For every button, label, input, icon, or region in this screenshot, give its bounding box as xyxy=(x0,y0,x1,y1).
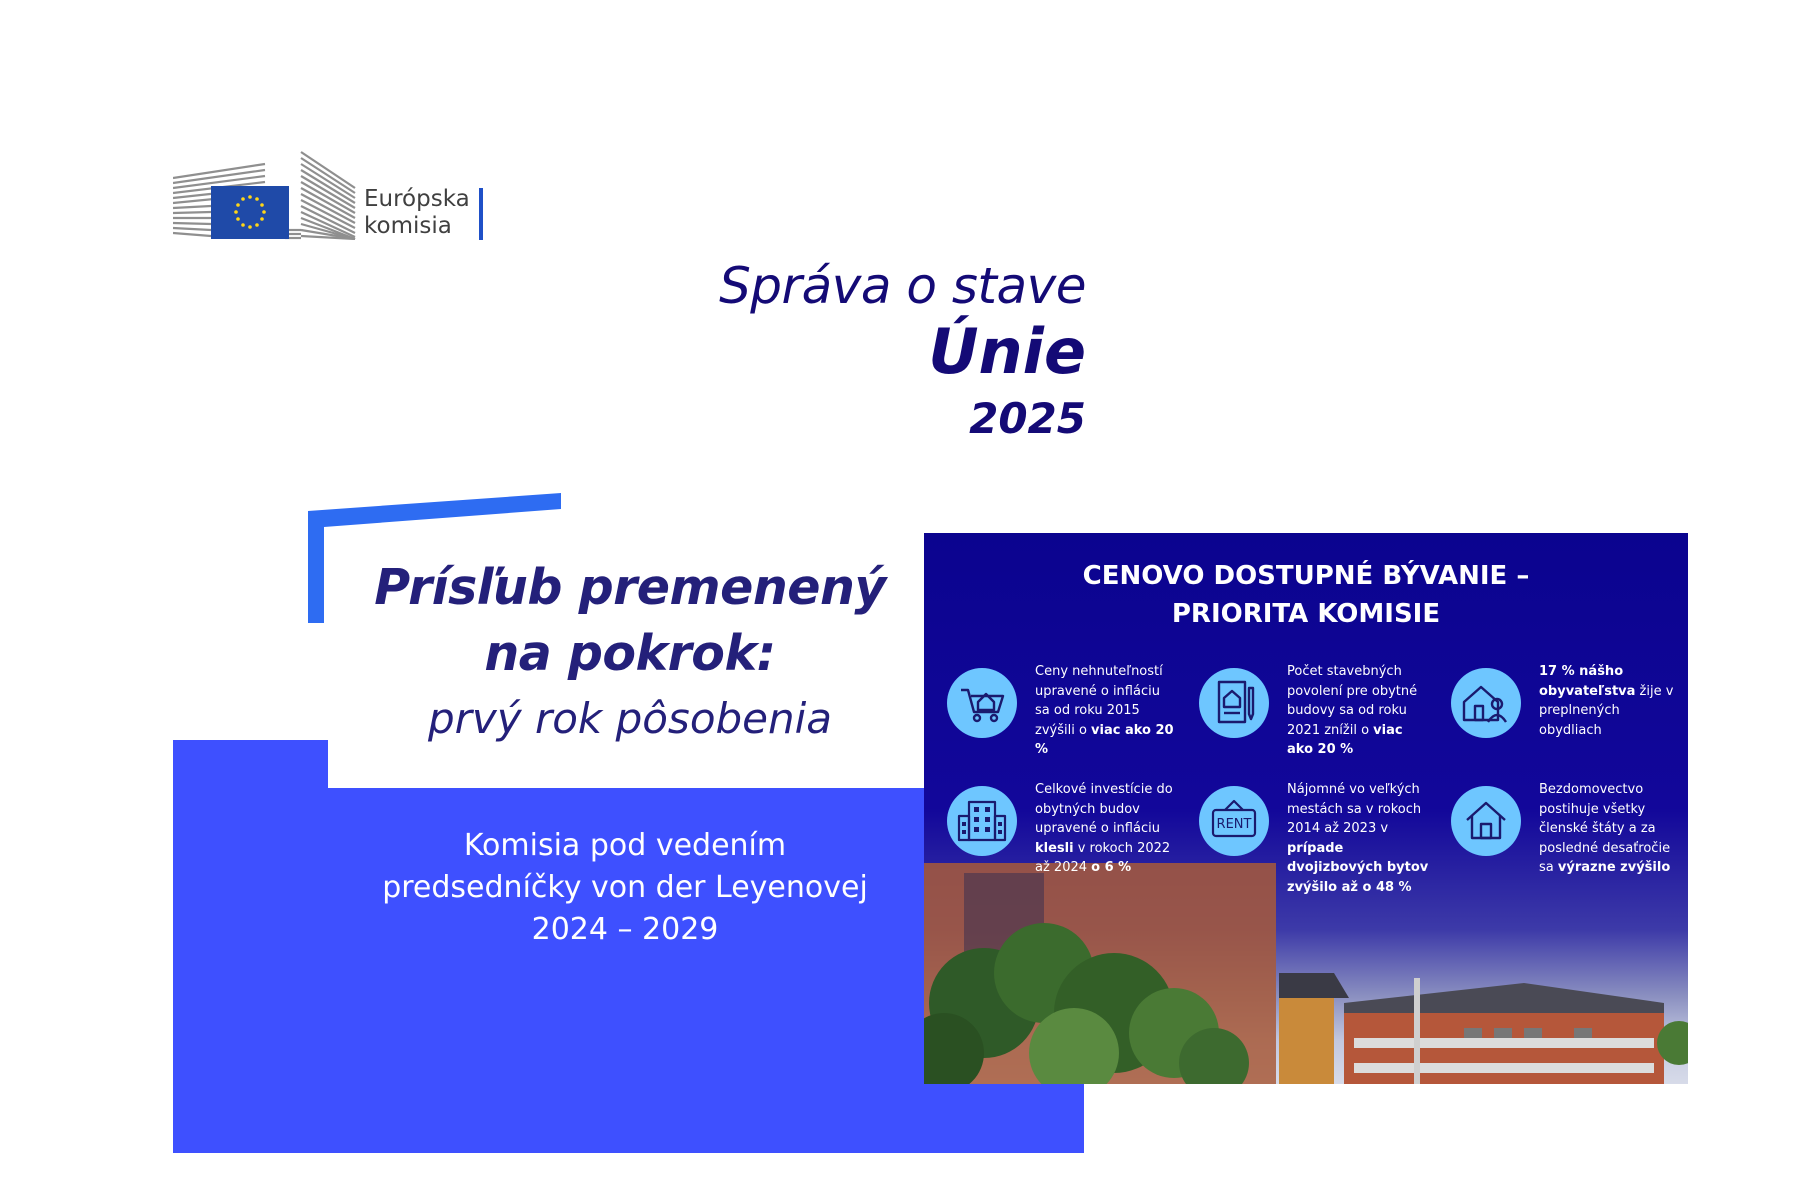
stat-overcrowding xyxy=(1428,662,1678,780)
stat-highlight: viac ako 20 % xyxy=(1035,722,1174,757)
stat-text: Nájomné vo veľkých mestách sa v rokoch 2014 až 2023 v prípade dvojizbových bytov zvýšilo až o 48 % xyxy=(1287,782,1429,895)
title-line-1: Správa o stave xyxy=(719,257,1086,315)
stat-homelessness xyxy=(1428,780,1678,898)
rent-label: RENT xyxy=(1216,817,1252,832)
building-permit-document-icon xyxy=(1199,668,1269,738)
stat-text: 17 % nášho obyvateľstva žije v preplnených obydliach xyxy=(1539,664,1674,738)
stat-rent xyxy=(1176,780,1429,898)
title-line-2: Únie xyxy=(928,315,1086,388)
subtitle-line-1: Prísľub premenený xyxy=(374,559,886,616)
house-outline-icon xyxy=(1451,786,1521,856)
report-title xyxy=(600,255,1086,447)
subtitle-line-2: na pokrok: xyxy=(484,625,776,682)
infographic-title-line-1: CENOVO DOSTUPNÉ BÝVANIE – xyxy=(1082,561,1530,591)
stat-highlight: výrazne zvýšilo xyxy=(1557,860,1671,875)
subtitle-line-3: prvý rok pôsobenia xyxy=(427,694,833,743)
apartment-building-icon xyxy=(947,786,1017,856)
rent-sign-icon xyxy=(1199,786,1269,856)
leadership-text xyxy=(360,825,890,951)
stat-building-permits xyxy=(1176,662,1426,780)
stat-text: Ceny nehnuteľností upravené o infláciu sa od roku 2015 zvýšili o viac ako 20 % xyxy=(1035,664,1174,757)
stat-text: Bezdomovectvo postihuje všetky členské štáty a za posledné desaťročie sa výrazne zvýšilo xyxy=(1539,782,1671,875)
stat-highlight: o 6 % xyxy=(1091,860,1132,875)
stat-highlight: klesli xyxy=(1035,840,1074,856)
blue-tab xyxy=(173,740,328,790)
leadership-line-1: Komisia pod vedením xyxy=(463,828,787,863)
leadership-line-2: predsedníčky von der Leyenovej xyxy=(382,870,868,905)
leadership-years: 2024 – 2029 xyxy=(531,912,719,947)
stat-highlight: prípade dvojizbových bytov zvýšilo až o 48 % xyxy=(1287,840,1429,895)
stat-highlight: viac ako 20 % xyxy=(1287,722,1403,757)
stat-text: Počet stavebných povolení pre obytné budovy sa od roku 2021 znížil o viac ako 20 % xyxy=(1287,664,1418,757)
stat-text: Celkové investície do obytných budov upravené o infláciu klesli v rokoch 2022 až 2024 o 6 % xyxy=(1035,782,1173,875)
crowded-house-icon xyxy=(1451,668,1521,738)
logo-line-1: Európska xyxy=(364,186,470,212)
shopping-cart-house-icon xyxy=(947,668,1017,738)
infographic-title-line-2: PRIORITA KOMISIE xyxy=(1171,599,1441,629)
stat-property-prices xyxy=(924,662,1174,780)
subtitle xyxy=(340,555,920,751)
european-commission-logo xyxy=(173,148,493,240)
stat-highlight: 17 % nášho obyvateľstva xyxy=(1539,664,1636,699)
stat-investment xyxy=(924,780,1174,898)
title-year: 2025 xyxy=(969,394,1086,443)
housing-infographic xyxy=(924,533,1688,1084)
logo-text xyxy=(364,186,470,240)
logo-divider xyxy=(479,188,483,240)
logo-line-2: komisia xyxy=(364,213,452,239)
infographic-title xyxy=(924,557,1688,633)
berlaymont-building-icon xyxy=(173,148,363,240)
